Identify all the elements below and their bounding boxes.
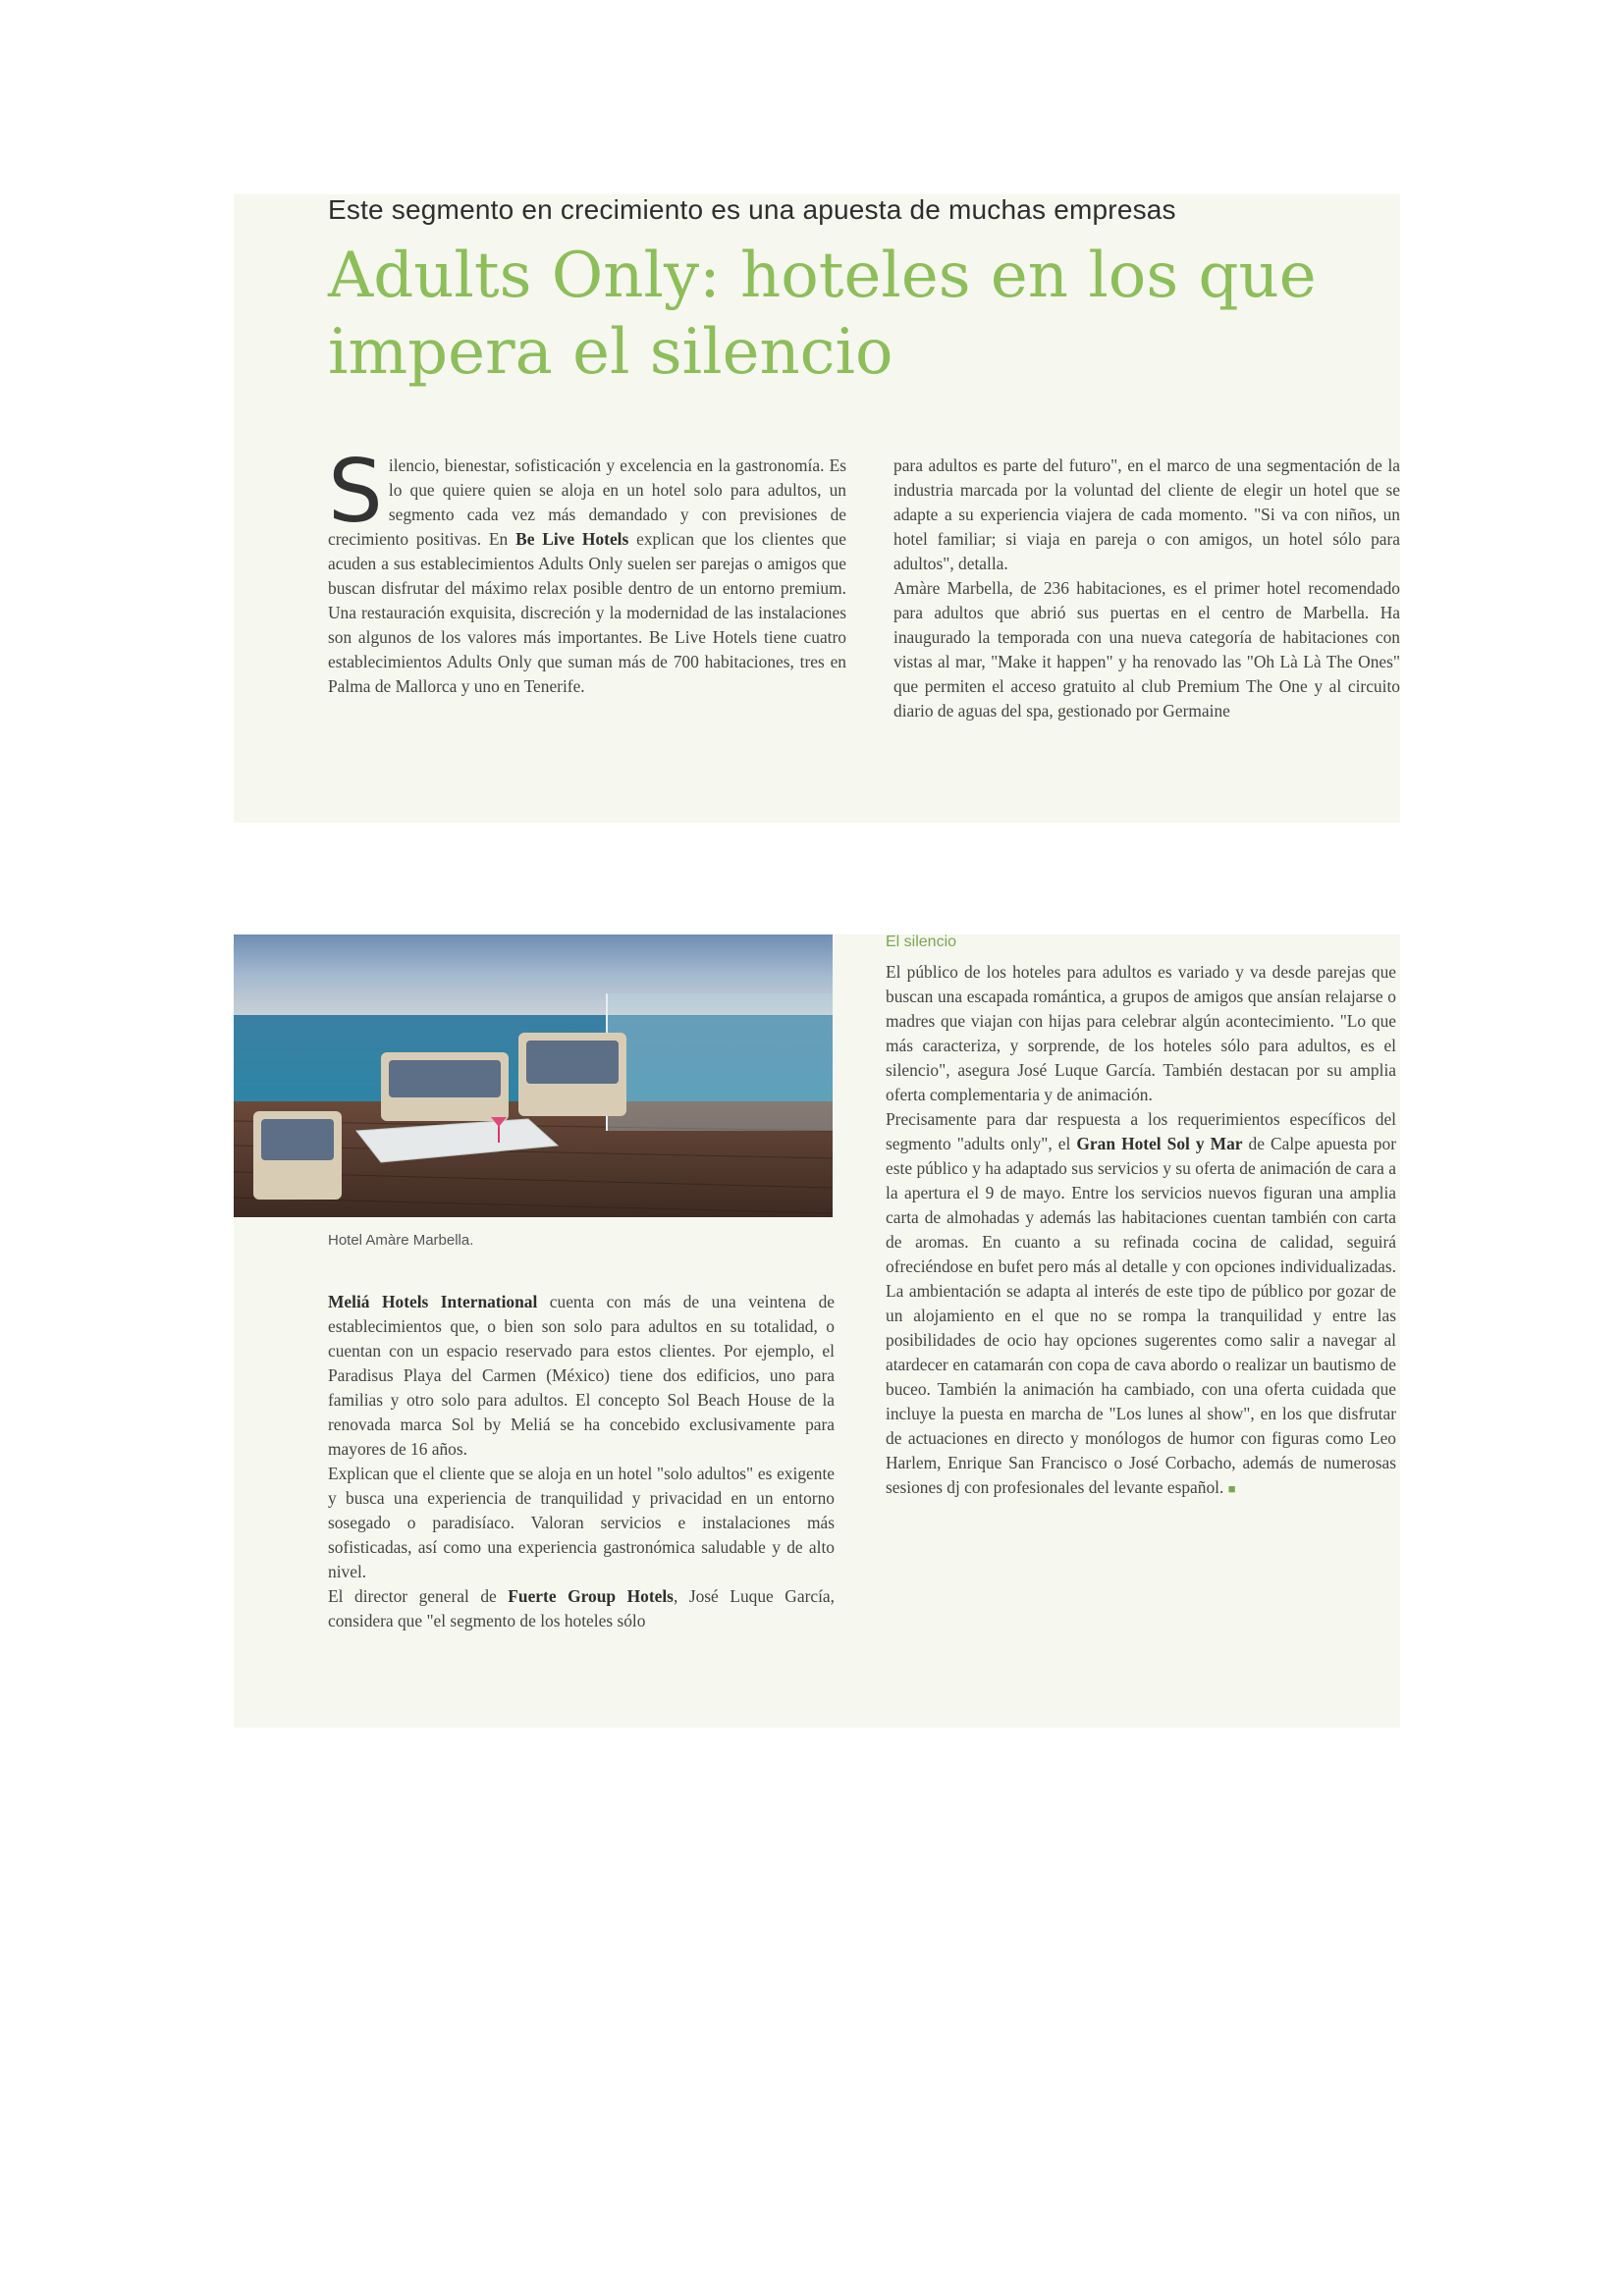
text-run: El director general de bbox=[328, 1586, 509, 1606]
end-mark: ■ bbox=[1227, 1481, 1236, 1496]
text-run: ilencio, bienestar, sofisticación y excelencia en la gastronomía. Es lo que quiere quien se aloja en un hotel solo para adultos, un segmento cada vez más demandado y con previsiones de crecimiento positivas. En bbox=[328, 455, 846, 549]
article-bottom-panel bbox=[234, 934, 1400, 1728]
drop-cap: S bbox=[328, 441, 383, 542]
photo-image bbox=[234, 934, 833, 1217]
paragraph bbox=[328, 1290, 835, 1462]
paragraph: para adultos es parte del futuro", en el marco de una segmentación de la industria marcada por la voluntad del cliente de elegir un hotel que se adapte a su experiencia viajera de cada momento. "Si va con niños, un hotel familiar; si viaja en pareja o con amigos, un hotel sólo para adultos", detalla. bbox=[893, 455, 1400, 573]
company-name: Meliá Hotels International bbox=[328, 1292, 538, 1311]
text-run: explican que los clientes que acuden a sus establecimientos Adults Only suelen ser parejas o amigos que buscan disfrutar del máximo relax posible dentro de un entorno premium. Una restauración exquisita, discreción y la modernidad de las instalaciones son algunos de los valores más importantes. Be Live Hotels tiene cuatro establecimientos Adults Only que suman más de 700 habitaciones, tres en Palma de Mallorca y uno en Tenerife. bbox=[328, 529, 846, 696]
paragraph bbox=[328, 1584, 835, 1633]
text-run: Precisamente para dar respuesta a los requerimientos específicos del segmento "adults only", el bbox=[886, 1109, 1396, 1153]
paragraph bbox=[886, 1107, 1396, 1501]
hotel-photo bbox=[234, 934, 833, 1217]
company-name: Fuerte Group Hotels bbox=[508, 1586, 674, 1606]
article-top-panel bbox=[234, 194, 1400, 823]
text-column-3 bbox=[328, 1290, 835, 1633]
text-run: de Calpe apuesta por este público y ha adaptado sus servicios y su oferta de animación de cara a la apertura el 9 de mayo. Entre los servicios nuevos figuran una amplia carta de almohadas y además las habitaciones cuentan también con carta de aromas. En cuanto a su refinada cocina de calidad, seguirá ofreciéndose en bufet pero más al detalle y con opciones individualizadas. La ambientación se adapta al interés de este tipo de público por gozar de un alojamiento en el que no se rompa la tranquilidad y entre las posibilidades de ocio hay opciones sugerentes como salir a navegar al atardecer en catamarán con copa de cava abordo o realizar un bautismo de buceo. También la animación ha cambiado, con una oferta cuidada que incluye la puesta en marcha de "Los lunes al show", en los que disfrutar de actuaciones en directo y monólogos de humor con figuras como Leo Harlem, Enrique San Francisco o José Corbacho, además de numerosas sesiones dj con profesionales del levante español. bbox=[886, 1134, 1396, 1497]
text-run: , José Luque García, considera que "el segmento de los hoteles sólo bbox=[328, 1586, 835, 1630]
paragraph bbox=[328, 441, 846, 699]
hotel-name: Gran Hotel Sol y Mar bbox=[1076, 1134, 1243, 1153]
company-name: Be Live Hotels bbox=[515, 529, 629, 549]
photo-caption: Hotel Amàre Marbella. bbox=[328, 1232, 474, 1249]
section-heading: El silencio bbox=[886, 934, 957, 950]
paragraph: Explican que el cliente que se aloja en un hotel "solo adultos" es exigente y busca una experiencia de tranquilidad y privacidad en un entorno sosegado o paradisíaco. Valoran servicios e instalaciones más sofisticadas, así como una experiencia gastronómica saludable y de alto nivel. bbox=[328, 1464, 835, 1581]
article-kicker: Este segmento en crecimiento es una apuesta de muchas empresas bbox=[328, 194, 1176, 225]
text-column-2 bbox=[893, 454, 1400, 723]
paragraph: El público de los hoteles para adultos es variado y va desde parejas que buscan una escapada romántica, a grupos de amigos que ansían relajarse o madres que viajan con hijas para celebrar algún acontecimiento. "Lo que más caracteriza, y sorprende, de los hoteles sólo para adultos, es el silencio", asegura José Luque García. También destacan por su amplia oferta complementaria y de animación. bbox=[886, 962, 1396, 1104]
text-run: cuenta con más de una veintena de establecimientos que, o bien son solo para adultos en su totalidad, o cuentan con un espacio reservado para estos clientes. Por ejemplo, el Paradisus Playa del Carmen (México) tiene dos edificios, uno para familias y otro solo para adultos. El concepto Sol Beach House de la renovada marca Sol by Meliá se ha concebido exclusivamente para mayores de 16 años. bbox=[328, 1292, 835, 1459]
article-headline: Adults Only: hoteles en los que impera el silencio bbox=[328, 240, 1317, 389]
text-column-1 bbox=[328, 441, 846, 699]
text-column-4 bbox=[886, 960, 1396, 1501]
paragraph: Amàre Marbella, de 236 habitaciones, es el primer hotel recomendado para adultos que abrió sus puertas en el centro de Marbella. Ha inaugurado la temporada con una nueva categoría de habitaciones con vistas al mar, "Make it happen" y ha renovado las "Oh Là Là The Ones" que permiten el acceso gratuito al club Premium The One y al circuito diario de aguas del spa, gestionado por Germaine bbox=[893, 578, 1400, 721]
